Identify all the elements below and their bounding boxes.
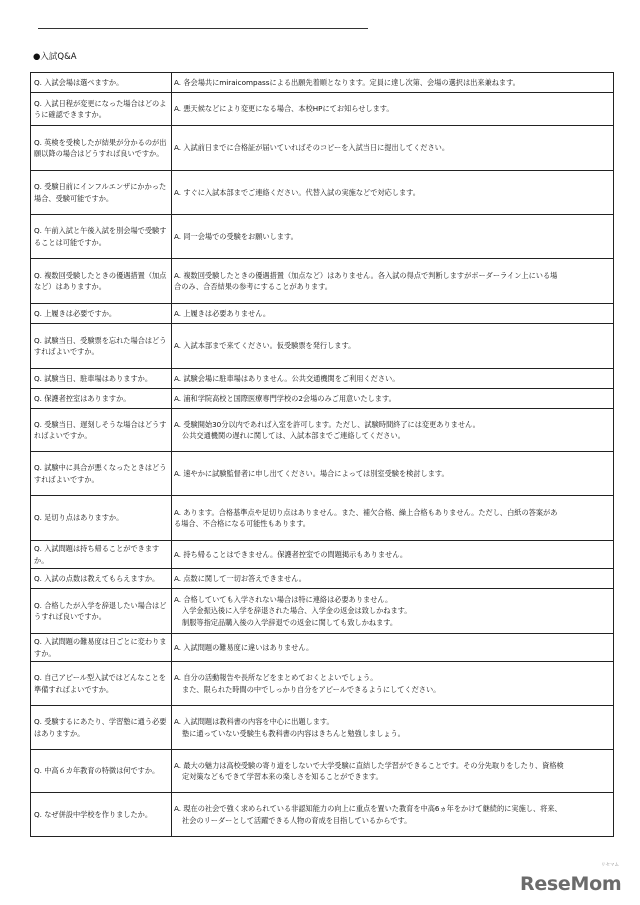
- answer-cell: [172, 171, 614, 215]
- answer-cell: [172, 369, 614, 389]
- question-cell: Q. 試験中に具合が悪くなったときはどうすればよいですか。: [31, 452, 172, 496]
- question-cell: Q. なぜ併設中学校を作りましたか。: [31, 793, 172, 837]
- qa-row: [31, 634, 614, 662]
- answer-line: A. 同一会場での受験をお願いします。: [174, 231, 298, 241]
- question-cell: Q. 複数回受験したときの優遇措置（加点など）はありますか。: [31, 259, 172, 304]
- answer-cell: [172, 589, 614, 634]
- answer-cell: [172, 569, 614, 589]
- qa-row: [31, 171, 614, 215]
- answer-line: A. 複数回受験したときの優遇措置（加点など）はありません。各入試の得点で判断しますがボーダーライン上にいる場: [174, 270, 558, 280]
- answer-line: A. 入試前日までに合格証が届いていればそのコピーを入試当日に提出してください。: [174, 143, 450, 153]
- qa-row: [31, 452, 614, 496]
- answer-line: A. 入試本部まで来てください。仮受験票を発行します。: [174, 341, 356, 351]
- top-rule: [38, 28, 368, 29]
- qa-row: [31, 496, 614, 541]
- qa-row: [31, 662, 614, 706]
- question-cell: Q. 入試の点数は教えてもらえますか。: [31, 569, 172, 589]
- answer-cell: [172, 750, 614, 793]
- answer-cell: [172, 634, 614, 662]
- answer-line: 合のみ、合否結果の参考にすることがあります。: [174, 282, 332, 291]
- answer-line: A. 持ち帰ることはできません。保護者控室での問題掲示もありません。: [174, 549, 408, 559]
- answer-line: 社会のリーダーとして活躍できる人物の育成を目指しているからです。: [182, 815, 412, 825]
- answer-line: A. 悪天候などにより変更になる場合、本校HPにてお知らせします。: [174, 104, 394, 114]
- answer-cell: [172, 73, 614, 93]
- question-cell: Q. 試験当日、駐車場はありますか。: [31, 369, 172, 389]
- answer-line: 定対策などもできて学習本来の楽しさを知ることができます。: [182, 772, 383, 781]
- answer-line: A. 入試問題の難易度に違いはありません。: [174, 642, 314, 652]
- question-cell: Q. 入試日程が変更になった場合はどのように確認できますか。: [31, 93, 172, 126]
- answer-cell: [172, 662, 614, 706]
- qa-row: [31, 259, 614, 304]
- question-cell: Q. 保護者控室はありますか。: [31, 389, 172, 409]
- question-cell: Q. 入試問題の難易度は日ごとに変わりますか。: [31, 634, 172, 662]
- qa-row: [31, 304, 614, 324]
- qa-row: [31, 324, 614, 369]
- question-cell: Q. 足切り点はありますか。: [31, 496, 172, 541]
- answer-line: A. 点数に関して一切お答えできません。: [174, 573, 306, 583]
- answer-line: 塾に通っていない受験生も教科書の内容はきちんと勉強しましょう。: [182, 728, 405, 738]
- qa-table: [30, 72, 614, 837]
- answer-line: 入学金振込後に入学を辞退された場合、入学金の返金は致しかねます。: [182, 606, 412, 616]
- answer-line: A. すぐに入試本部までご連絡ください。代替入試の実施などで対応します。: [174, 187, 420, 197]
- answer-line: A. 上履きは必要ありません。: [174, 308, 271, 318]
- qa-table-body: [31, 73, 614, 837]
- answer-cell: [172, 409, 614, 452]
- answer-line: A. あります。合格基準点や足切り点はありません。また、補欠合格、繰上合格もありません。ただし、白紙の答案があ: [174, 507, 558, 517]
- answer-cell: [172, 304, 614, 324]
- answer-line: 制服等指定品購入後の入学辞退での返金に関しても致しかねます。: [182, 617, 398, 627]
- answer-line: A. 受験開始30分以内であれば入室を許可します。ただし、試験時間終了には変更ありません。: [174, 419, 480, 429]
- question-cell: Q. 受験するにあたり、学習塾に通う必要はありますか。: [31, 706, 172, 750]
- logo-subtext: リセマム: [601, 863, 619, 868]
- qa-row: [31, 706, 614, 750]
- answer-line: A. 現在の社会で強く求められている非認知能力の向上に重点を置いた教育を中高6ヵ年をかけて継続的に実施し、将来、: [174, 804, 562, 813]
- answer-line: る場合、不合格になる可能性もあります。: [174, 519, 310, 528]
- qa-row: [31, 215, 614, 259]
- question-cell: Q. 受験当日、遅刻しそうな場合はどうすればよいですか。: [31, 409, 172, 452]
- question-cell: Q. 受験日前にインフルエンザにかかった場合、受験可能ですか。: [31, 171, 172, 215]
- answer-line: また、限られた時間の中でしっかり自分をアピールできるようにしてください。: [182, 684, 441, 694]
- qa-row: [31, 541, 614, 569]
- answer-line: A. 速やかに試験監督者に申し出てください。場合によっては別室受験を検討します。: [174, 468, 449, 478]
- answer-line: A. 合格していても入学されない場合は特に連絡は必要ありません。: [174, 594, 393, 604]
- answer-cell: [172, 389, 614, 409]
- answer-cell: [172, 259, 614, 304]
- question-cell: Q. 午前入試と午後入試を別会場で受験することは可能ですか。: [31, 215, 172, 259]
- qa-row: [31, 409, 614, 452]
- question-cell: Q. 入試問題は持ち帰ることができますか。: [31, 541, 172, 569]
- answer-line: A. 最大の魅力は高校受験の寄り道をしないで大学受験に直結した学習ができることです。その分先取りをしたり、資格検: [174, 760, 564, 770]
- question-cell: Q. 入試会場は選べますか。: [31, 73, 172, 93]
- answer-line: A. 自分の活動報告や長所などをまとめておくとよいでしょう。: [174, 673, 378, 682]
- question-cell: Q. 上履きは必要ですか。: [31, 304, 172, 324]
- answer-line: A. 入試問題は教科書の内容を中心に出題します。: [174, 717, 334, 726]
- question-cell: Q. 中高６カ年教育の特徴は何ですか。: [31, 750, 172, 793]
- answer-cell: [172, 793, 614, 837]
- answer-cell: [172, 541, 614, 569]
- qa-row: [31, 369, 614, 389]
- qa-row: [31, 750, 614, 793]
- answer-cell: [172, 496, 614, 541]
- qa-row: [31, 93, 614, 126]
- question-cell: Q. 試験当日、受験票を忘れた場合はどうすればよいですか。: [31, 324, 172, 369]
- question-cell: Q. 合格したが入学を辞退したい場合はどうすれば良いですか。: [31, 589, 172, 634]
- answer-cell: [172, 452, 614, 496]
- answer-line: 公共交通機関の遅れに関しては、入試本部までご連絡してください。: [182, 431, 405, 440]
- answer-line: A. 各会場共にmiraicompassによる出願先着順となります。定員に達し次第、会場の選択は出来兼ねます。: [174, 77, 520, 87]
- section-title: ●入試Q&A: [33, 52, 77, 62]
- question-cell: Q. 英検を受検したが結果が分かるのが出願以降の場合はどうすれば良いですか。: [31, 126, 172, 171]
- qa-row: [31, 389, 614, 409]
- answer-cell: [172, 324, 614, 369]
- answer-cell: [172, 126, 614, 171]
- qa-row: [31, 73, 614, 93]
- qa-row: [31, 589, 614, 634]
- answer-cell: [172, 93, 614, 126]
- answer-cell: [172, 706, 614, 750]
- answer-line: A. 試験会場に駐車場はありません。公共交通機関をご利用ください。: [174, 373, 400, 383]
- qa-row: [31, 793, 614, 837]
- answer-cell: [172, 215, 614, 259]
- answer-line: A. 浦和学院高校と国際医療専門学校の2会場のみご用意いたします。: [174, 393, 396, 403]
- resemom-logo: ReseMom: [520, 873, 622, 895]
- question-cell: Q. 自己アピール型入試ではどんなことを準備すればよいですか。: [31, 662, 172, 706]
- qa-row: [31, 569, 614, 589]
- qa-row: [31, 126, 614, 171]
